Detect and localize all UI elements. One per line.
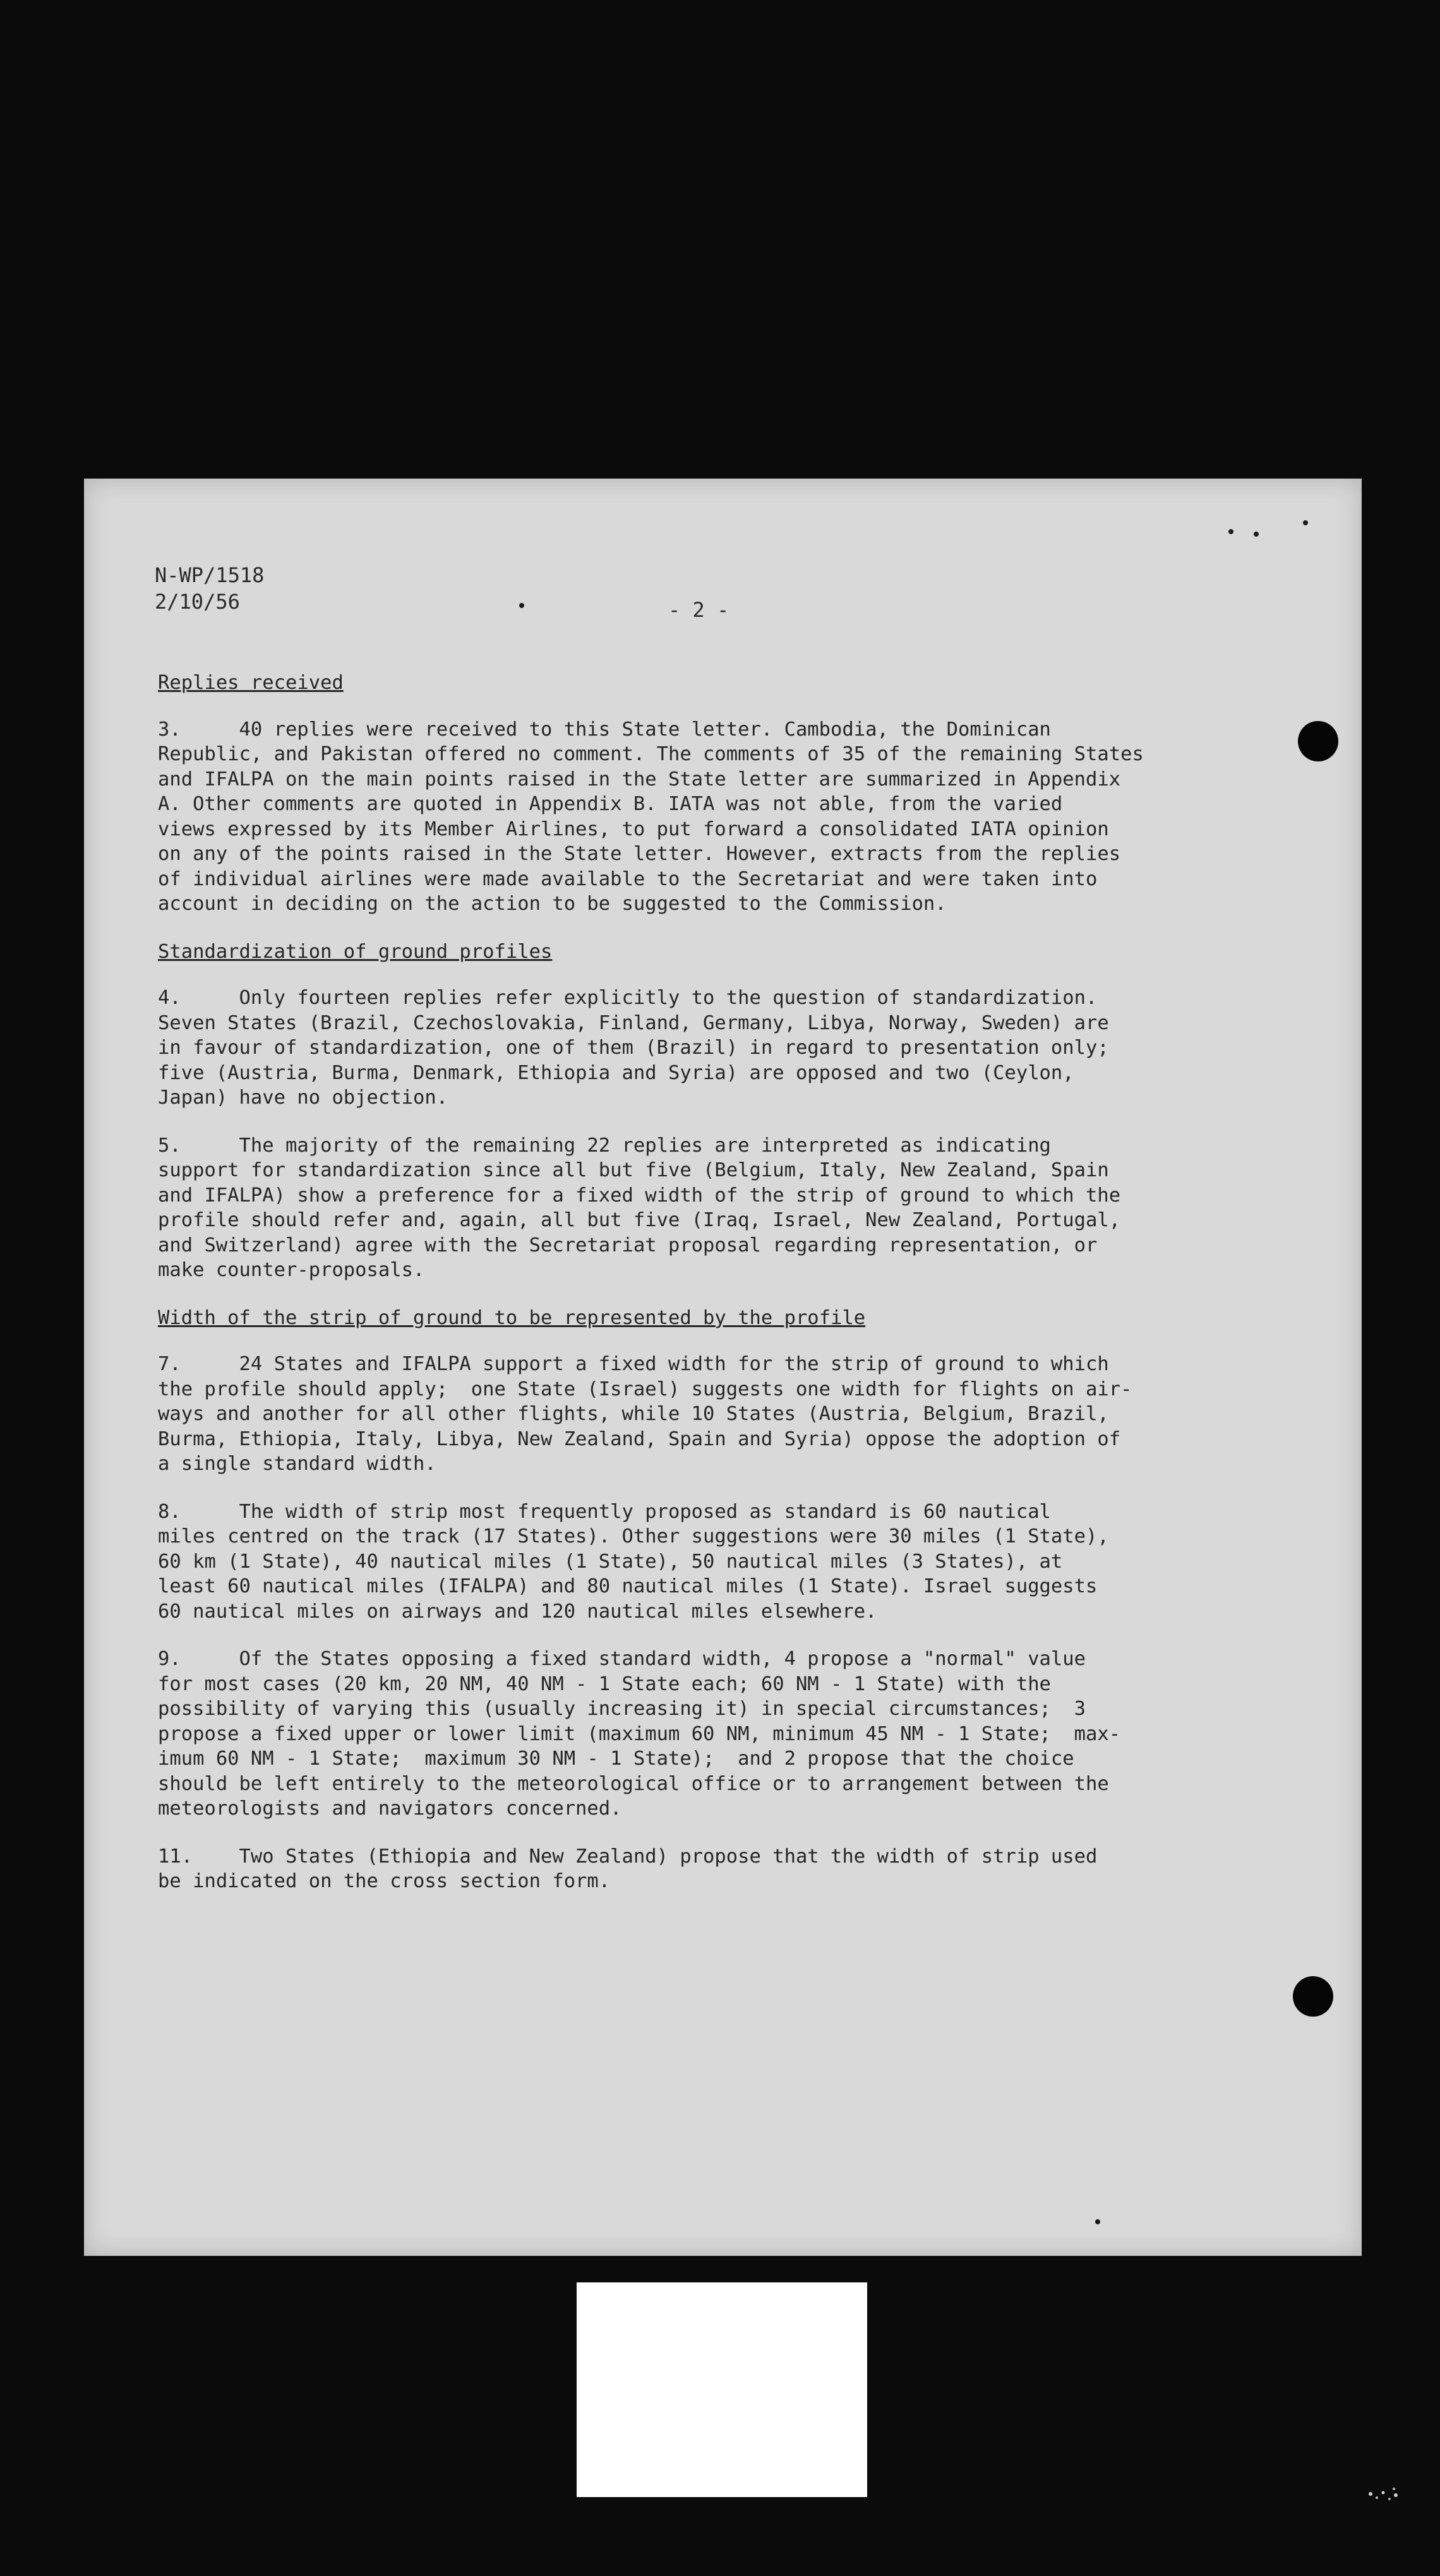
p8-line: miles centred on the track (17 States). Other suggestions were 30 miles (1 State), (158, 1525, 1109, 1547)
p7-line: 7. 24 States and IFALPA support a fixed width for the strip of ground to which (158, 1353, 1109, 1375)
paragraph-4 (158, 986, 1251, 1111)
paragraph-9 (158, 1647, 1251, 1822)
page-number: - 2 - (668, 598, 729, 622)
p9-line: for most cases (20 km, 20 NM, 40 NM - 1 State each; 60 NM - 1 State) with the (158, 1673, 1051, 1695)
p5-line: profile should refer and, again, all but five (Iraq, Israel, New Zealand, Portugal, (158, 1209, 1121, 1231)
specks-top-right-1 (1228, 529, 1233, 534)
reference-date: 2/10/56 (155, 590, 240, 614)
p8-line: 8. The width of strip most frequently proposed as standard is 60 nautical (158, 1500, 1051, 1523)
p3-line: A. Other comments are quoted in Appendix B. IATA was not able, from the varied (158, 793, 1063, 815)
punch-hole-top (1298, 721, 1338, 761)
p5-line: and Switzerland) agree with the Secretariat proposal regarding representation, or (158, 1234, 1098, 1256)
p9-line: should be left entirely to the meteorological office or to arrangement between the (158, 1772, 1109, 1795)
p8-line: least 60 nautical miles (IFALPA) and 80 nautical miles (1 State). Israel suggests (158, 1575, 1098, 1597)
document-reference (155, 562, 264, 615)
p5-line: make counter-proposals. (158, 1259, 425, 1281)
p4-line: five (Austria, Burma, Denmark, Ethiopia and Syria) are opposed and two (Ceylon, (158, 1061, 1074, 1084)
reference-number: N-WP/1518 (155, 563, 265, 587)
p5-line: and IFALPA) show a preference for a fixed width of the strip of ground to which the (158, 1184, 1121, 1207)
p5-line: support for standardization since all but five (Belgium, Italy, New Zealand, Spain (158, 1159, 1109, 1181)
document-body (158, 671, 1251, 1917)
p4-line: Japan) have no objection. (158, 1087, 448, 1109)
p11-line: be indicated on the cross section form. (158, 1870, 611, 1892)
p3-line: account in deciding on the action to be suggested to the Commission. (158, 893, 947, 915)
p8-line: 60 km (1 State), 40 nautical miles (1 State), 50 nautical miles (3 States), at (158, 1550, 1063, 1573)
paragraph-3 (158, 717, 1251, 917)
punch-hole-bottom (1293, 1976, 1333, 2017)
p7-line: a single standard width. (158, 1453, 436, 1475)
p7-line: ways and another for all other flights, while 10 States (Austria, Belgium, Brazil, (158, 1403, 1109, 1425)
paragraph-11 (158, 1844, 1251, 1894)
specks-top-right-3 (1303, 520, 1308, 525)
p3-line: views expressed by its Member Airlines, to put forward a consolidated IATA opinion (158, 818, 1109, 840)
paragraph-5 (158, 1133, 1251, 1283)
specks-center (519, 603, 524, 608)
p8-line: 60 nautical miles on airways and 120 nautical miles elsewhere. (158, 1600, 877, 1623)
heading-standardization: Standardization of ground profiles (158, 940, 553, 963)
p4-line: in favour of standardization, one of them (Brazil) in regard to presentation only; (158, 1037, 1109, 1059)
p4-line: 4. Only fourteen replies refer explicitly to the question of standardization. (158, 987, 1098, 1009)
p9-line: possibility of varying this (usually increasing it) in special circumstances; 3 (158, 1698, 1086, 1720)
p9-line: 9. Of the States opposing a fixed standard width, 4 propose a "normal" value (158, 1648, 1086, 1670)
p7-line: Burma, Ethiopia, Italy, Libya, New Zealand, Spain and Syria) oppose the adoption of (158, 1428, 1121, 1450)
white-target-card (577, 2282, 867, 2497)
scan-noise-graphic (1364, 2481, 1402, 2507)
p3-line: 3. 40 replies were received to this State letter. Cambodia, the Dominican (158, 718, 1051, 741)
specks-top-right-2 (1254, 532, 1259, 537)
p11-line: 11. Two States (Ethiopia and New Zealand) propose that the width of strip used (158, 1845, 1098, 1868)
p3-line: of individual airlines were made available to the Secretariat and were taken into (158, 868, 1098, 890)
paragraph-7 (158, 1352, 1251, 1477)
p5-line: 5. The majority of the remaining 22 replies are interpreted as indicating (158, 1134, 1051, 1157)
p7-line: the profile should apply; one State (Israel) suggests one width for flights on air- (158, 1378, 1132, 1400)
heading-replies-received: Replies received (158, 672, 344, 694)
p9-line: propose a fixed upper or lower limit (maximum 60 NM, minimum 45 NM - 1 State; max- (158, 1722, 1121, 1745)
heading-width-of-strip: Width of the strip of ground to be represented by the profile (158, 1306, 866, 1329)
p9-line: imum 60 NM - 1 State; maximum 30 NM - 1 State); and 2 propose that the choice (158, 1748, 1074, 1770)
p3-line: and IFALPA on the main points raised in the State letter are summarized in Appendix (158, 768, 1121, 790)
paragraph-8 (158, 1500, 1251, 1625)
specks-bottom (1095, 2219, 1100, 2224)
p3-line: Republic, and Pakistan offered no comment. The comments of 35 of the remaining States (158, 743, 1144, 765)
p4-line: Seven States (Brazil, Czechoslovakia, Finland, Germany, Libya, Norway, Sweden) are (158, 1011, 1109, 1034)
p3-line: on any of the points raised in the State letter. However, extracts from the replies (158, 843, 1121, 865)
p9-line: meteorologists and navigators concerned. (158, 1798, 622, 1820)
